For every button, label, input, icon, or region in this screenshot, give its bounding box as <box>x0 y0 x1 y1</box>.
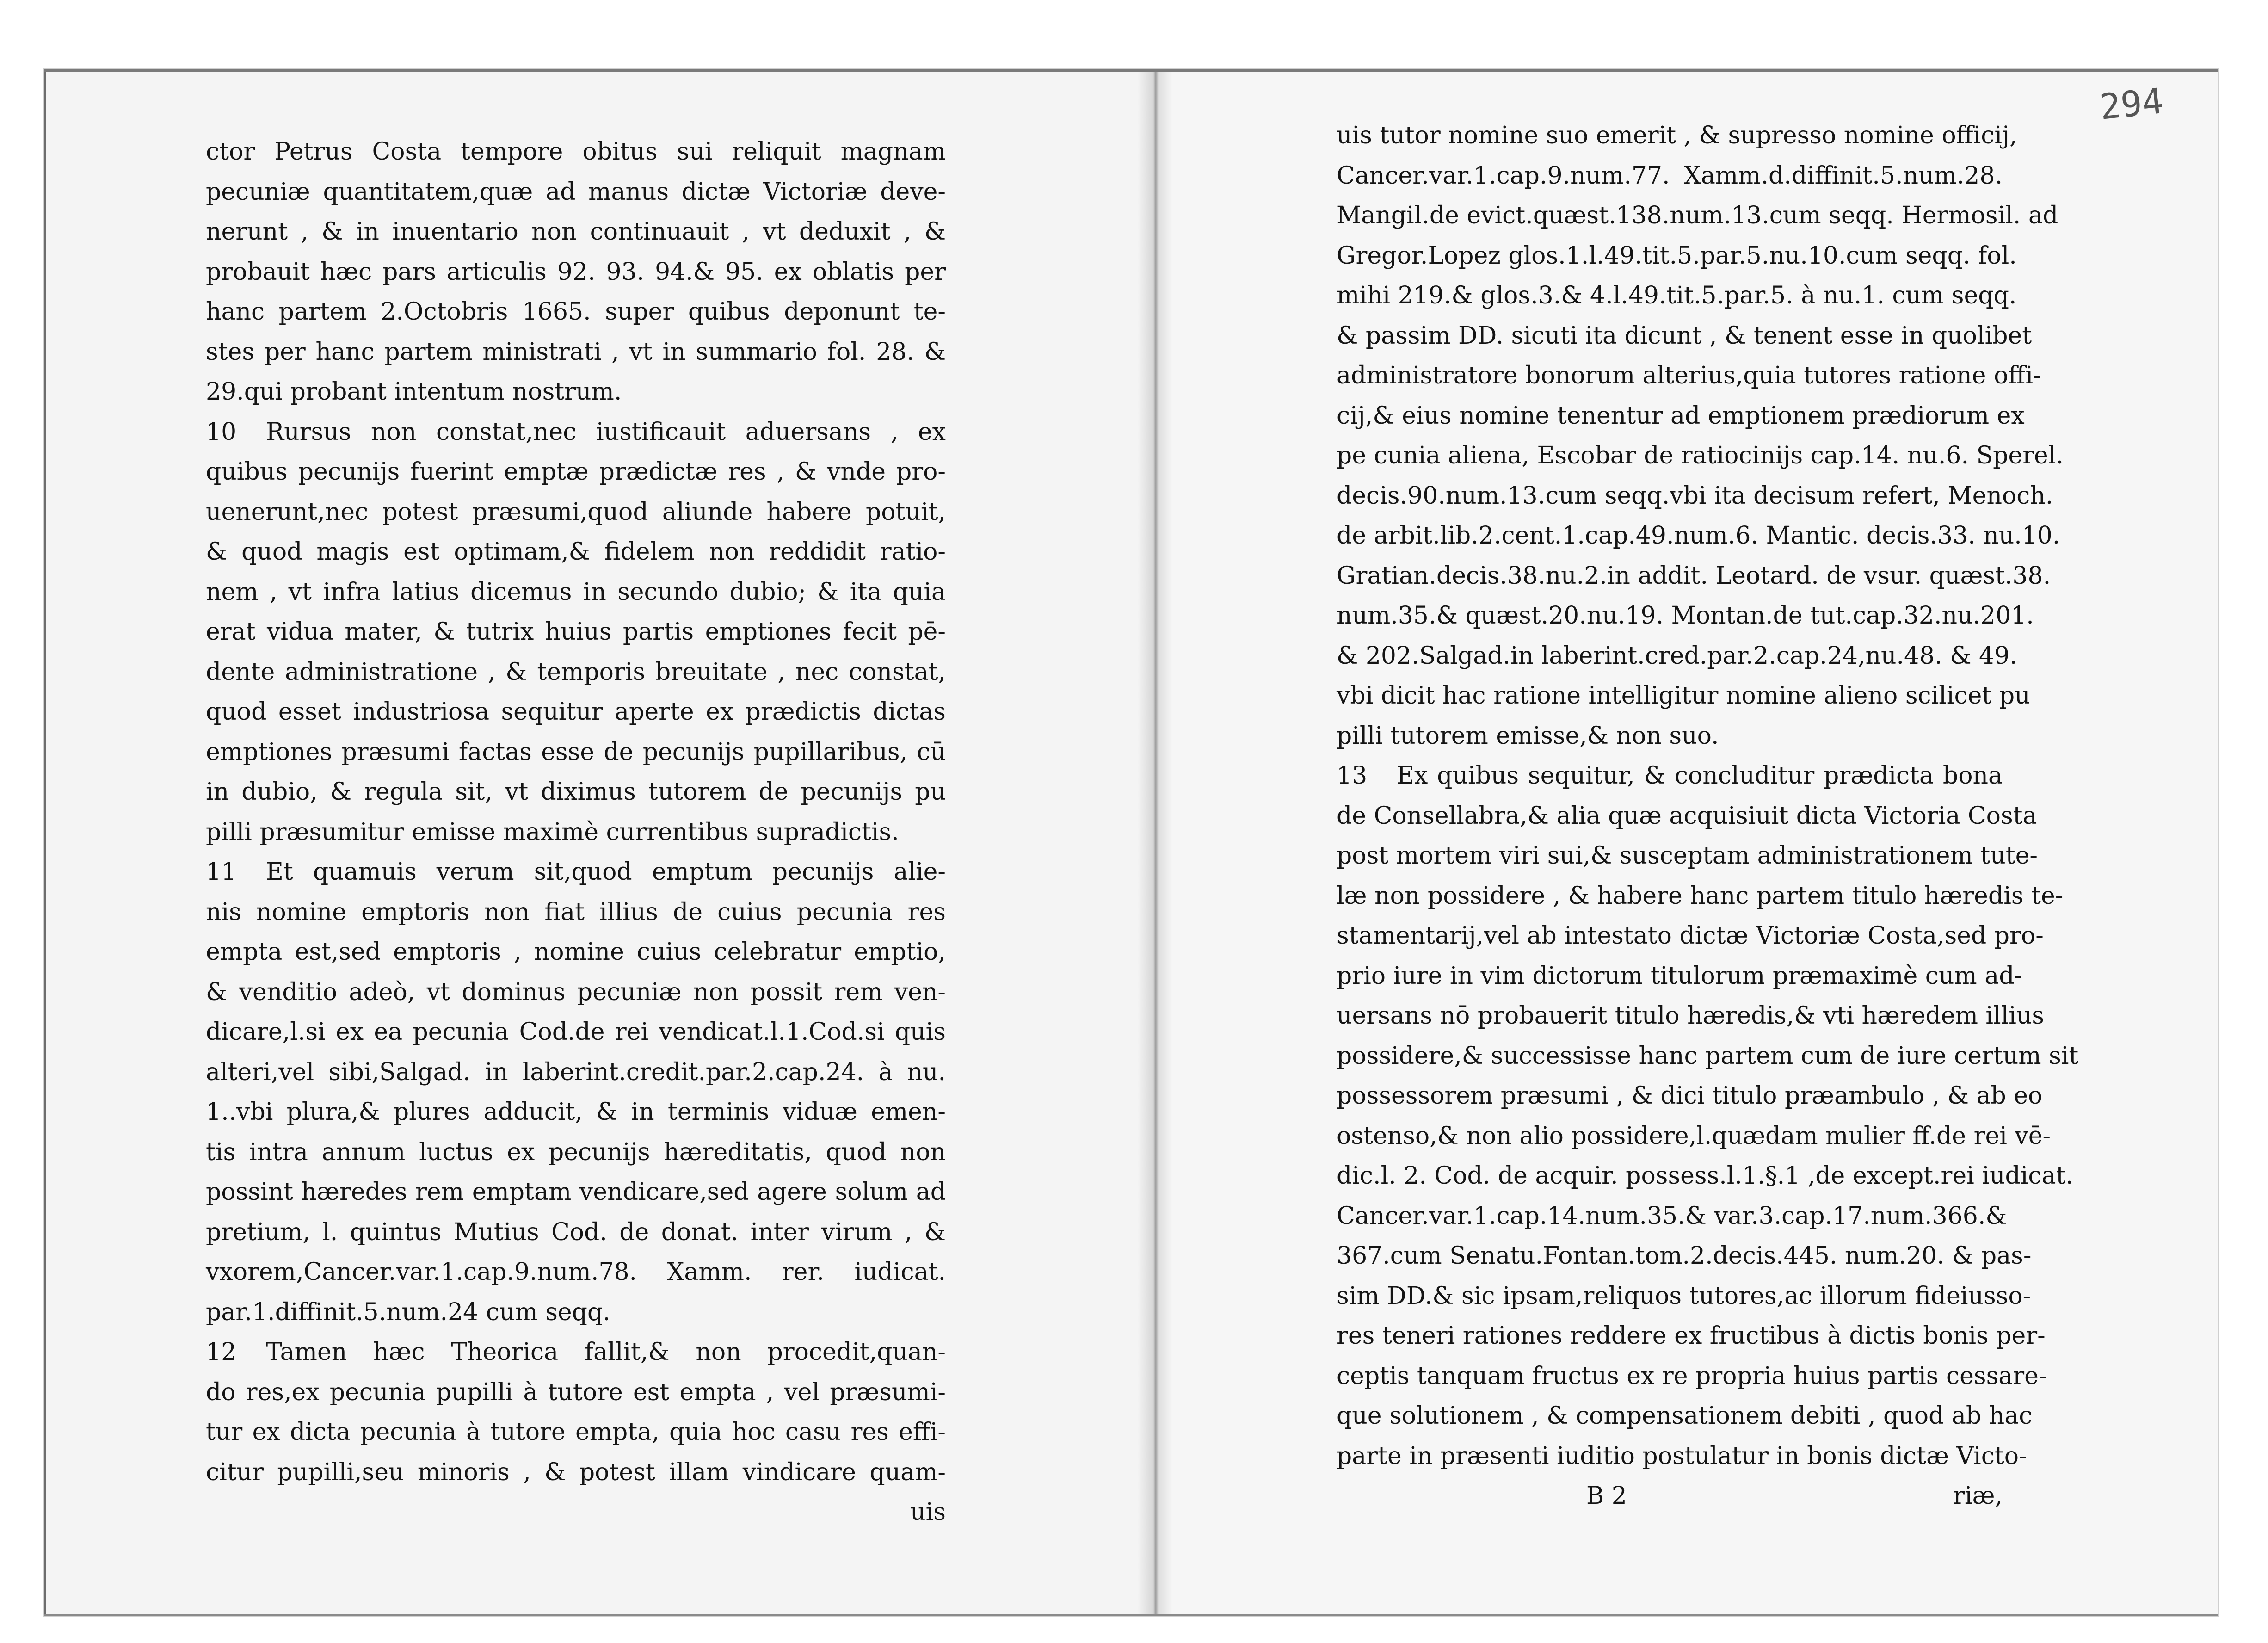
text-line: erat vidua mater, & tutrix huius partis emptiones fecit pē- <box>206 618 946 646</box>
text-line: do res,ex pecunia pupilli à tutore est empta , vel præsumi- <box>206 1378 946 1406</box>
text-line: in dubio, & regula sit, vt diximus tutorem de pecunijs pu <box>206 778 946 806</box>
paragraph-number: 12 <box>206 1338 237 1366</box>
paragraph-12-first-line <box>206 1332 946 1372</box>
text-line: pilli præsumitur emisse maximè currentibus supradictis. <box>206 818 899 846</box>
text-line: num.35.& quæst.20.nu.19. Montan.de tut.cap.32.nu.201. <box>1337 602 2034 630</box>
paragraph-number: 11 <box>206 858 237 886</box>
left-page-text <box>206 132 946 1532</box>
text-line: Cancer.var.1.cap.14.num.35.& var.3.cap.17.num.366.& <box>1337 1202 2007 1230</box>
text-line: & quod magis est optimam,& fidelem non reddidit ratio- <box>206 538 946 566</box>
text-line: emptiones præsumi factas esse de pecunijs pupillaribus, cū <box>206 738 946 766</box>
text-line: decis.90.num.13.cum seqq.vbi ita decisum refert, Menoch. <box>1337 482 2053 510</box>
page-footer <box>1337 1476 2003 1516</box>
book-gutter <box>1138 72 1172 1614</box>
text-line: prio iure in vim dictorum titulorum præmaximè cum ad- <box>1337 962 2023 990</box>
text-line: tur ex dicta pecunia à tutore empta, quia hoc casu res effi- <box>206 1418 946 1446</box>
text-line: Gratian.decis.38.nu.2.in addit. Leotard. de vsur. quæst.38. <box>1337 562 2051 590</box>
text-line: vbi dicit hac ratione intelligitur nomine alieno scilicet pu <box>1337 682 2030 710</box>
text-line: læ non possidere , & habere hanc partem titulo hæredis te- <box>1337 882 2064 910</box>
paragraph-11-first-line <box>206 852 946 892</box>
text-line: nem , vt infra latius dicemus in secundo dubio; & ita quia <box>206 578 946 606</box>
text-line: tis intra annum luctus ex pecunijs hæreditatis, quod non <box>206 1138 946 1166</box>
text-line: res teneri rationes reddere ex fructibus à dictis bonis per- <box>1337 1322 2046 1350</box>
text-line: ctor Petrus Costa tempore obitus sui reliquit magnam <box>206 138 946 166</box>
text-line: & 202.Salgad.in laberint.cred.par.2.cap.24,nu.48. & 49. <box>1337 642 2017 670</box>
paragraph-10-first-line <box>206 412 946 452</box>
text-line: pecuniæ quantitatem,quæ ad manus dictæ Victoriæ deve- <box>206 178 946 206</box>
text-line: post mortem viri sui,& susceptam administrationem tute- <box>1337 842 2038 870</box>
text-line: Ex quibus sequitur, & concluditur prædicta bona <box>1397 762 2003 790</box>
text-line: de Consellabra,& alia quæ acquisiuit dicta Victoria Costa <box>1337 802 2037 830</box>
paragraph-number: 10 <box>206 418 237 446</box>
text-line: dic.l. 2. Cod. de acquir. possess.l.1.§.1 ,de except.rei iudicat. <box>1337 1162 2073 1190</box>
catchword: uis <box>910 1498 946 1526</box>
text-line: citur pupilli,seu minoris , & potest illam vindicare quam- <box>206 1458 946 1486</box>
text-line: possidere,& successisse hanc partem cum de iure certum sit <box>1337 1042 2079 1070</box>
text-line: dicare,l.si ex ea pecunia Cod.de rei vendicat.l.1.Cod.si quis <box>206 1018 946 1046</box>
text-line: empta est,sed emptoris , nomine cuius celebratur emptio, <box>206 938 946 966</box>
text-line: Et quamuis verum sit,quod emptum pecunijs alie- <box>266 858 946 886</box>
text-line: & venditio adeò, vt dominus pecuniæ non possit rem ven- <box>206 978 946 1006</box>
text-line: que solutionem , & compensationem debiti , quod ab hac <box>1337 1402 2033 1430</box>
text-line: alteri,vel sibi,Salgad. in laberint.credit.par.2.cap.24. à nu. <box>206 1058 946 1086</box>
text-line: nerunt , & in inuentario non continuauit , vt deduxit , & <box>206 218 946 246</box>
text-line: probauit hæc pars articulis 92. 93. 94.& 95. ex oblatis per <box>206 258 946 286</box>
text-line: uis tutor nomine suo emerit , & supresso nomine officij, <box>1337 122 2017 149</box>
text-line: 367.cum Senatu.Fontan.tom.2.decis.445. num.20. & pas- <box>1337 1242 2032 1270</box>
text-line: vxorem,Cancer.var.1.cap.9.num.78. Xamm. rer. iudicat. <box>206 1258 946 1286</box>
text-line: mihi 219.& glos.3.& 4.l.49.tit.5.par.5. à nu.1. cum seqq. <box>1337 282 2017 309</box>
text-line: Cancer.var.1.cap.9.num.77. Xamm.d.diffinit.5.num.28. <box>1337 161 2003 190</box>
text-line: 29.qui probant intentum nostrum. <box>206 378 622 406</box>
text-line: stes per hanc partem ministrati , vt in summario fol. 28. & <box>206 338 946 366</box>
signature-mark: B 2 <box>1586 1482 1627 1510</box>
text-line: Tamen hæc Theorica fallit,& non procedit,quan- <box>266 1338 946 1366</box>
text-line: ostenso,& non alio possidere,l.quædam mulier ff.de rei vē- <box>1337 1122 2051 1150</box>
text-line: quod esset industriosa sequitur aperte ex prædictis dictas <box>206 698 946 726</box>
catchword: riæ, <box>1953 1482 2003 1510</box>
text-line: Mangil.de evict.quæst.138.num.13.cum seqq. Hermosil. ad <box>1337 202 2058 229</box>
text-line: cij,& eius nomine tenentur ad emptionem prædiorum ex <box>1337 401 2025 430</box>
text-line: possessorem præsumi , & dici titulo præambulo , & ab eo <box>1337 1082 2043 1110</box>
text-line: Gregor.Lopez glos.1.l.49.tit.5.par.5.nu.10.cum seqq. fol. <box>1337 241 2017 270</box>
text-line: administratore bonorum alterius,quia tutores ratione offi- <box>1337 362 2041 389</box>
text-line: sim DD.& sic ipsam,reliquos tutores,ac illorum fideiusso- <box>1337 1282 2031 1310</box>
text-line: possint hæredes rem emptam vendicare,sed agere solum ad <box>206 1178 946 1206</box>
folio-number: 294 <box>2097 80 2165 128</box>
text-line: dente administratione , & temporis breuitate , nec constat, <box>206 658 946 686</box>
text-line: stamentarij,vel ab intestato dictæ Victoriæ Costa,sed pro- <box>1337 922 2044 950</box>
text-line: par.1.diffinit.5.num.24 cum seqq. <box>206 1298 610 1326</box>
text-line: nis nomine emptoris non fiat illius de cuius pecunia res <box>206 898 946 926</box>
text-line: pe cunia aliena, Escobar de ratiocinijs cap.14. nu.6. Sperel. <box>1337 442 2064 469</box>
text-line: & passim DD. sicuti ita dicunt , & tenent esse in quolibet <box>1337 321 2032 350</box>
text-line: Rursus non constat,nec iustificauit aduersans , ex <box>266 418 946 446</box>
text-line: pretium, l. quintus Mutius Cod. de donat. inter virum , & <box>206 1218 946 1246</box>
text-line: 1..vbi plura,& plures adducit, & in terminis viduæ emen- <box>206 1098 946 1126</box>
text-line: pilli tutorem emisse,& non suo. <box>1337 722 1719 750</box>
text-line: ceptis tanquam fructus ex re propria huius partis cessare- <box>1337 1362 2047 1390</box>
text-line: parte in præsenti iuditio postulatur in bonis dictæ Victo- <box>1337 1442 2027 1470</box>
paragraph-13-first-line <box>1337 756 2003 796</box>
text-line: uersans nō probauerit titulo hæredis,& vti hæredem illius <box>1337 1002 2045 1030</box>
text-line: quibus pecunijs fuerint emptæ prædictæ res , & vnde pro- <box>206 458 946 486</box>
right-page-text <box>1337 116 2079 1516</box>
text-line: de arbit.lib.2.cent.1.cap.49.num.6. Mantic. decis.33. nu.10. <box>1337 522 2060 550</box>
text-line: hanc partem 2.Octobris 1665. super quibus deponunt te- <box>206 298 946 326</box>
paragraph-number: 13 <box>1337 762 1368 790</box>
text-line: uenerunt,nec potest præsumi,quod aliunde habere potuit, <box>206 498 946 526</box>
